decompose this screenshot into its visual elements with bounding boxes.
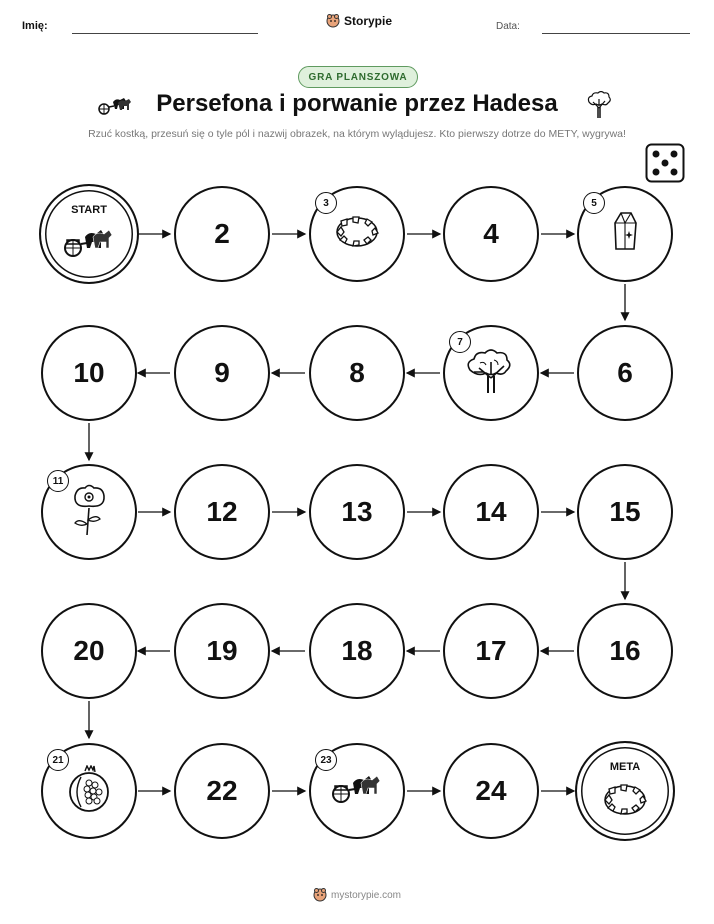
space-number: 20 (73, 635, 105, 666)
footer (0, 888, 714, 902)
board-space-14[interactable] (443, 464, 539, 560)
board-space-10[interactable] (41, 325, 137, 421)
footer-site[interactable]: mystorypie.com (330, 889, 401, 901)
name-label: Imię: (22, 20, 48, 32)
instructions: Rzuć kostką, przesuń się o tyle pól i nazwij obrazek, na którym wylądujesz. Kto pierwszy dotrze do METY, wygrywa! (88, 128, 626, 140)
space-number: 4 (483, 218, 499, 249)
tree-icon (464, 348, 518, 399)
space-number-badge: 11 (47, 470, 69, 492)
space-number: 8 (349, 357, 365, 388)
storypie-mascot-icon (313, 888, 327, 902)
space-number: 15 (609, 496, 641, 527)
space-number: 19 (206, 635, 238, 666)
board-space-9[interactable] (174, 325, 270, 421)
board-space-24[interactable] (443, 743, 539, 839)
space-number: 10 (73, 357, 105, 388)
chariot-icon (63, 226, 115, 265)
board-space-18[interactable] (309, 603, 405, 699)
space-number-badge: 3 (315, 192, 337, 214)
board-space-25[interactable] (575, 741, 675, 841)
finish-label: META (609, 761, 641, 773)
space-number: 12 (206, 496, 238, 527)
wreath-icon (599, 780, 651, 825)
game-type-badge: GRA PLANSZOWA (298, 66, 418, 88)
space-number-badge: 21 (47, 749, 69, 771)
space-number: 14 (475, 496, 507, 527)
page-title: Persefona i porwanie przez Hadesa (156, 90, 558, 117)
space-number-badge: 5 (583, 192, 605, 214)
board-space-1[interactable] (39, 184, 139, 284)
space-number-badge: 23 (315, 749, 337, 771)
wreath-icon (331, 212, 383, 257)
board-space-3[interactable] (309, 186, 405, 282)
board-space-20[interactable] (41, 603, 137, 699)
board-space-5[interactable] (577, 186, 673, 282)
poppy-flower-icon (69, 484, 109, 541)
space-number: 13 (341, 496, 373, 527)
space-number: 6 (617, 357, 633, 388)
space-number: 16 (609, 635, 641, 666)
board-space-2[interactable] (174, 186, 270, 282)
board-space-16[interactable] (577, 603, 673, 699)
brand-name: Storypie (344, 14, 393, 28)
start-label: START (71, 204, 107, 216)
space-number: 2 (214, 218, 230, 249)
date-label: Data: (496, 21, 520, 32)
board-space-4[interactable] (443, 186, 539, 282)
chariot-icon (331, 772, 383, 811)
board-space-22[interactable] (174, 743, 270, 839)
space-number: 9 (214, 357, 230, 388)
board-space-15[interactable] (577, 464, 673, 560)
crystal-icon (610, 211, 640, 258)
board-space-17[interactable] (443, 603, 539, 699)
board-space-19[interactable] (174, 603, 270, 699)
space-number: 22 (206, 775, 238, 806)
board-space-13[interactable] (309, 464, 405, 560)
space-number: 24 (475, 775, 507, 806)
pomegranate-icon (66, 765, 112, 818)
board-space-7[interactable] (443, 325, 539, 421)
board-space-8[interactable] (309, 325, 405, 421)
space-number: 18 (341, 635, 373, 666)
board-space-11[interactable] (41, 464, 137, 560)
board-space-23[interactable] (309, 743, 405, 839)
space-number: 17 (475, 635, 507, 666)
board-space-12[interactable] (174, 464, 270, 560)
space-number-badge: 7 (449, 331, 471, 353)
board-space-6[interactable] (577, 325, 673, 421)
board-space-21[interactable] (41, 743, 137, 839)
